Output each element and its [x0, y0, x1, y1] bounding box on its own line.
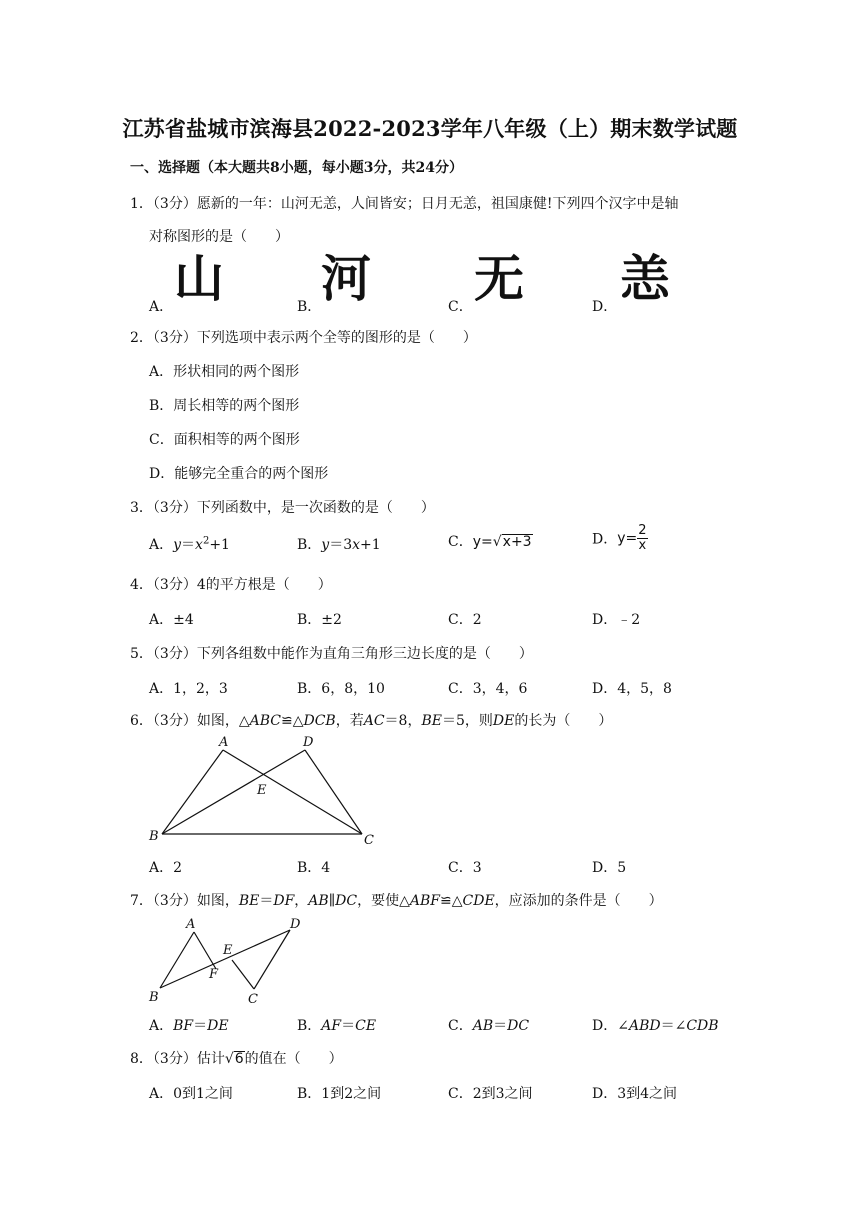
question-1-option-b-char: 河 [321, 250, 371, 308]
question-1-option-c-char: 无 [474, 250, 524, 308]
segment-ba [160, 932, 194, 988]
question-5-option-d: D．4，5，8 [592, 681, 672, 697]
question-1-option-d-char: 恙 [620, 250, 670, 308]
question-2-stem: 2．（3分）下列选项中表示两个全等的图形的是（ ） [130, 330, 477, 346]
question-1-option-a-char: 山 [174, 250, 224, 308]
question-7-stem: 7．（3分）如图，BE＝DF，AB∥DC，要使△ABF≌△CDE，应添加的条件是（ ） [130, 893, 663, 909]
question-5-stem: 5．（3分）下列各组数中能作为直角三角形三边长度的是（ ） [130, 646, 533, 662]
label-d: D [290, 917, 301, 932]
question-4-stem: 4．（3分）4的平方根是（ ） [130, 577, 332, 593]
segment-dc [305, 750, 362, 834]
question-5-option-a: A．1，2，3 [149, 681, 228, 697]
question-3-stem: 3．（3分）下列函数中，是一次函数的是（ ） [130, 500, 435, 516]
label-f: F [209, 967, 219, 982]
question-4-option-a: A．±4 [149, 612, 194, 628]
question-1-option-b-label: B． [297, 299, 322, 315]
question-7-option-b: B．AF＝CE [297, 1018, 377, 1034]
question-7-option-c: C．AB＝DC [448, 1018, 530, 1034]
question-6-option-a: A．2 [149, 860, 183, 876]
question-1-stem-cont: 对称图形的是（ ） [149, 229, 289, 245]
question-1-option-c-label: C． [448, 299, 473, 315]
question-6-stem: 6．（3分）如图，△ABC≌△DCB，若AC＝8，BE＝5，则DE的长为（ ） [130, 713, 613, 729]
segment-ce [232, 960, 254, 989]
question-5-option-b: B．6，8，10 [297, 681, 385, 697]
label-e: E [223, 943, 233, 958]
label-b: B [149, 990, 159, 1005]
segment-bd [162, 750, 305, 834]
question-2-option-c: C．面积相等的两个图形 [149, 432, 300, 448]
question-2-option-b: B．周长相等的两个图形 [149, 398, 300, 414]
question-6-option-b: B．4 [297, 860, 331, 876]
question-8-stem: 8．（3分）估计√6的值在（ ） [130, 1051, 343, 1067]
question-6-option-d: D．5 [592, 860, 627, 876]
question-3-option-d: D．y= $\frac{2}{x}$ [592, 523, 647, 553]
question-4-option-c: C．2 [448, 612, 482, 628]
question-4-option-d: D．﹣2 [592, 612, 641, 628]
label-c: C [364, 833, 374, 848]
label-a: A [219, 735, 229, 750]
question-6-option-c: C．3 [448, 860, 482, 876]
question-8-option-d: D．3到4之间 [592, 1086, 678, 1102]
label-b: B [149, 829, 159, 844]
question-3-option-a: A．$y=x^2+1$ [149, 535, 230, 553]
label-c: C [248, 992, 258, 1007]
question-3-option-b: B．y＝3x+1 [297, 537, 381, 553]
question-6-figure [140, 734, 390, 850]
question-3-option-c: C．y=√x+3 [448, 534, 532, 550]
question-8-option-a: A．0到1之间 [149, 1086, 233, 1102]
question-1-stem: 1．（3分）愿新的一年：山河无恙，人间皆安；日月无恙，祖国康健!下列四个汉字中是轴 [130, 196, 679, 212]
question-7-option-d: D．∠ABD＝∠CDB [592, 1018, 719, 1034]
question-5-option-c: C．3，4，6 [448, 681, 528, 697]
segment-ab [162, 750, 223, 834]
label-e: E [257, 783, 267, 798]
question-4-option-b: B．±2 [297, 612, 342, 628]
question-7-option-a: A．BF＝DE [149, 1018, 229, 1034]
question-1-option-a-label: A． [149, 299, 174, 315]
label-d: D [303, 735, 314, 750]
question-1-option-d-label: D． [592, 299, 618, 315]
segment-ac [223, 750, 362, 834]
section-title: 一、选择题（本大题共8小题，每小题3分，共24分） [130, 160, 463, 176]
question-8-option-b: B．1到2之间 [297, 1086, 382, 1102]
segment-af [194, 932, 216, 969]
label-a: A [186, 917, 196, 932]
question-7-figure [140, 912, 320, 1010]
question-8-option-c: C．2到3之间 [448, 1086, 533, 1102]
question-2-option-d: D．能够完全重合的两个图形 [149, 466, 329, 482]
segment-dc [254, 930, 290, 989]
segment-bd [160, 930, 290, 988]
question-2-option-a: A．形状相同的两个图形 [149, 364, 300, 380]
page-title: 江苏省盐城市滨海县2022-2023学年八年级（上）期末数学试题 [122, 116, 738, 141]
